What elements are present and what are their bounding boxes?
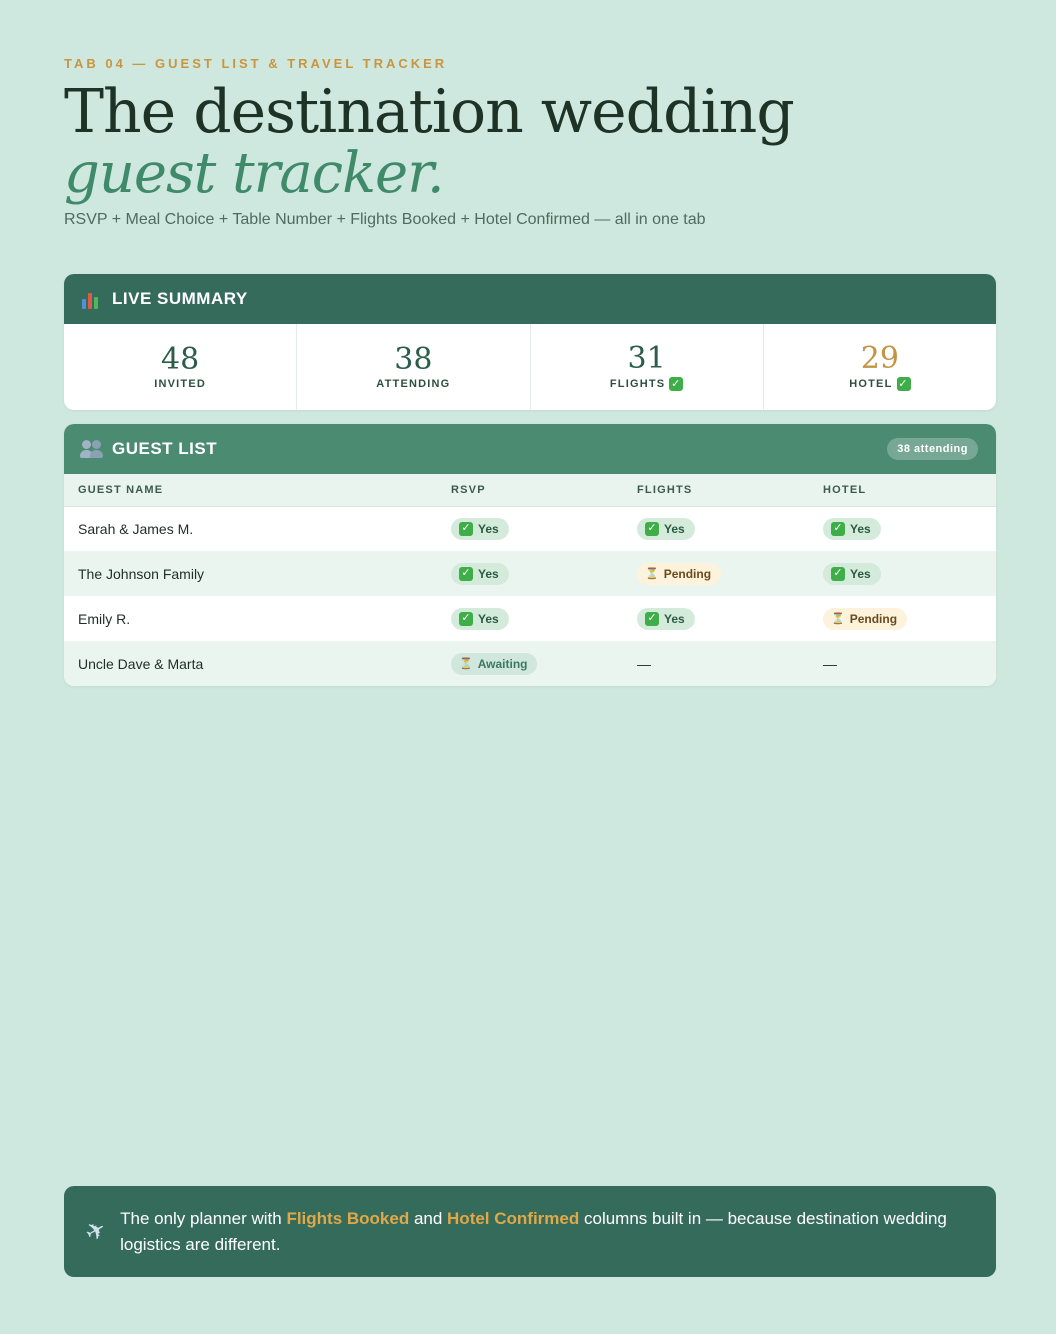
guest-rows [64,506,996,686]
footer-text: The only planner with Flights Booked and Hotel Confirmed columns built in — because destination wedding logistics are different. [120,1208,947,1254]
status-badge-yes[interactable] [637,518,695,540]
stat-label: HOTEL [849,378,893,390]
page-title-italic: guest tracker. [64,141,444,206]
live-summary-title: LIVE SUMMARY [112,289,248,308]
cell-rsvp [437,506,623,551]
check-icon: ✓ [459,612,473,626]
stat-attending [297,324,530,410]
status-badge-awaiting[interactable] [451,653,537,675]
status-badge-yes[interactable] [451,608,509,630]
status-label: Awaiting [477,656,528,671]
page-title: The destination wedding [64,77,794,147]
cell-rsvp [437,641,623,686]
bar-chart-icon [82,289,102,309]
check-icon: ✓ [831,567,845,581]
guest-name: The Johnson Family [64,551,437,596]
hourglass-icon: ⏳ [645,568,659,580]
status-label: Yes [850,521,871,536]
stat-label: ATTENDING [376,378,451,390]
status-label: Yes [850,566,871,581]
table-row[interactable] [64,641,996,686]
cell-rsvp [437,596,623,641]
check-icon: ✓ [898,377,909,390]
status-label: Yes [478,566,499,581]
status-badge-pending[interactable] [637,563,721,585]
status-badge-yes[interactable] [637,608,695,630]
status-label: Yes [478,611,499,626]
live-summary-card [64,274,996,410]
empty-dash: — [637,655,651,672]
status-label: Yes [664,521,685,536]
stat-label: FLIGHTS [609,378,666,390]
status-badge-pending[interactable] [823,608,907,630]
page-header [64,56,996,229]
table-row[interactable] [64,506,996,551]
guest-name: Sarah & James M. [78,520,194,537]
status-badge-yes[interactable] [823,563,881,585]
cell-flights [623,641,809,686]
empty-dash: — [823,655,837,672]
cell-rsvp [437,551,623,596]
highlight-flights-booked: Flights Booked [286,1208,410,1228]
hourglass-icon: ⏳ [831,613,845,625]
status-badge-yes[interactable] [451,563,509,585]
table-row[interactable] [64,551,996,596]
cell-hotel [809,641,996,686]
cell-flights [623,506,809,551]
status-label: Yes [478,521,499,536]
cell-hotel [809,506,996,551]
highlight-hotel-confirmed: Hotel Confirmed [447,1208,580,1228]
people-icon [82,440,104,458]
check-icon: ✓ [671,377,682,390]
column-header-guest-name[interactable]: GUEST NAME [64,474,437,506]
stat-label: INVITED [154,378,207,390]
status-badge-yes[interactable] [823,518,881,540]
summary-stats [64,324,996,410]
table-row[interactable] [64,596,996,641]
stat-value: 38 [394,342,433,377]
footer-banner [64,1186,996,1277]
airplane-icon: ✈ [80,1214,112,1249]
check-icon: ✓ [459,567,473,581]
live-summary-header [64,274,996,324]
cell-flights [623,596,809,641]
page-subtitle: RSVP + Meal Choice + Table Number + Flights Booked + Hotel Confirmed — all in one tab [64,211,706,228]
table-header-row [64,474,996,506]
stat-value: 31 [627,341,666,376]
guest-list-card [64,424,996,686]
column-header-hotel[interactable]: HOTEL [809,474,996,506]
check-icon: ✓ [459,522,473,536]
status-label: Pending [849,611,898,626]
attending-count-badge: 38 attending [887,438,978,460]
guest-name: Uncle Dave & Marta [64,641,437,686]
tab-eyebrow: TAB 04 — GUEST LIST & TRAVEL TRACKER [64,56,448,71]
stat-hotel [764,324,996,410]
status-label: Yes [664,611,685,626]
guest-name: Emily R. [78,610,131,627]
stat-invited [64,324,297,410]
guest-list-header [64,424,996,474]
guest-list-title: GUEST LIST [112,439,218,458]
check-icon: ✓ [645,522,659,536]
check-icon: ✓ [645,612,659,626]
cell-hotel [809,596,996,641]
column-header-flights[interactable]: FLIGHTS [623,474,809,506]
status-badge-yes[interactable] [451,518,509,540]
stat-value: 29 [860,341,899,376]
column-header-rsvp[interactable]: RSVP [437,474,623,506]
cell-hotel [809,551,996,596]
hourglass-icon: ⏳ [459,658,473,670]
stat-flights [531,324,764,410]
status-label: Pending [663,566,712,581]
check-icon: ✓ [831,522,845,536]
cell-flights [623,551,809,596]
guest-table [64,474,996,686]
stat-value: 48 [161,342,200,377]
